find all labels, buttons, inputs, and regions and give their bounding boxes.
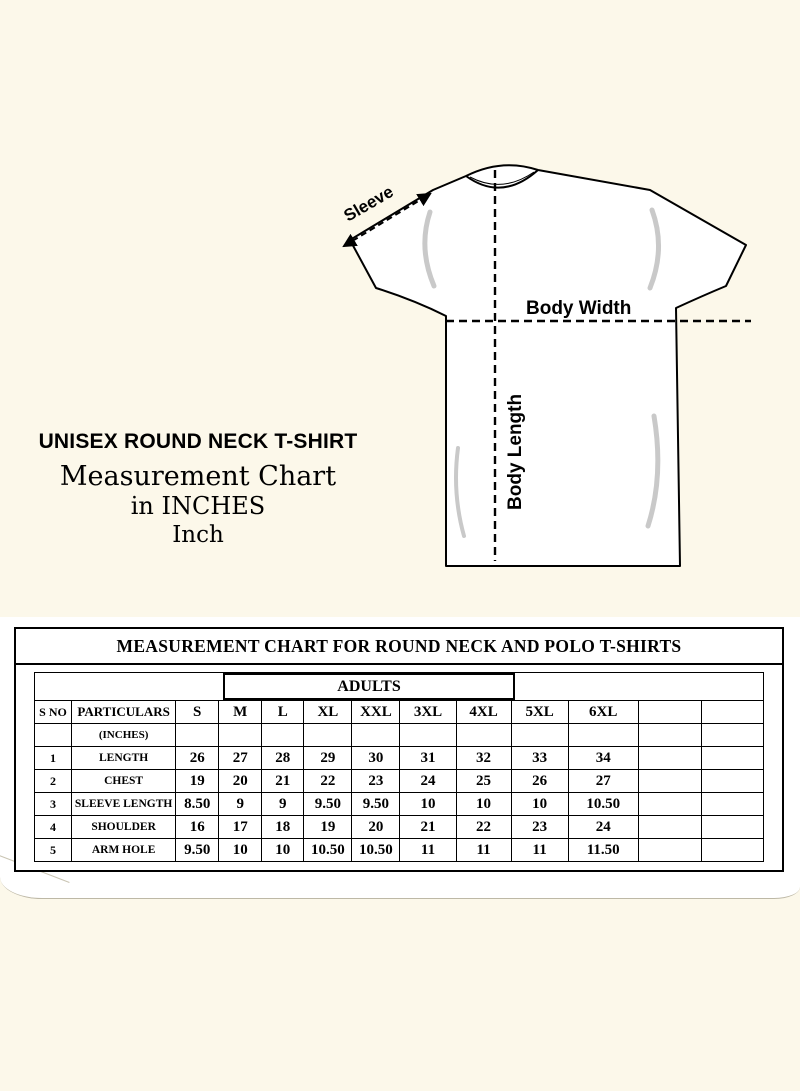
value-cell: 18 (262, 816, 304, 839)
value-cell: 21 (400, 816, 456, 839)
col-header-size: 5XL (511, 701, 568, 724)
table-row (35, 770, 764, 793)
value-cell: 10.50 (304, 839, 352, 862)
value-cell: 23 (511, 816, 568, 839)
row-number-cell: 3 (35, 793, 72, 816)
measurement-chart-label: Measurement Chart (59, 461, 337, 492)
body-length-label: Body Length (505, 393, 526, 510)
adults-row (35, 673, 764, 701)
empty-cell (456, 724, 511, 747)
empty-cell (400, 724, 456, 747)
value-cell: 10 (511, 793, 568, 816)
value-cell: 11.50 (568, 839, 638, 862)
empty-cell (638, 839, 701, 862)
value-cell: 22 (304, 770, 352, 793)
tshirt-outline (350, 165, 746, 566)
value-cell: 10.50 (352, 839, 400, 862)
value-cell: 10.50 (568, 793, 638, 816)
value-cell: 9.50 (304, 793, 352, 816)
value-cell: 28 (262, 747, 304, 770)
empty-cell (219, 724, 262, 747)
value-cell: 16 (176, 816, 219, 839)
tshirt-diagram (318, 148, 783, 593)
value-cell: 20 (352, 816, 400, 839)
product-title: UNISEX ROUND NECK T-SHIRT (38, 430, 358, 453)
product-heading (22, 430, 374, 547)
value-cell: 26 (511, 770, 568, 793)
row-number-cell: 1 (35, 747, 72, 770)
value-cell: 11 (400, 839, 456, 862)
value-cell: 27 (568, 770, 638, 793)
value-cell: 9.50 (176, 839, 219, 862)
empty-cell (638, 724, 701, 747)
empty-cell (638, 793, 701, 816)
value-cell: 32 (456, 747, 511, 770)
value-cell: 24 (400, 770, 456, 793)
row-number-cell: 4 (35, 816, 72, 839)
particular-cell: SHOULDER (72, 816, 176, 839)
row-number-cell: 5 (35, 839, 72, 862)
empty-cell (701, 793, 763, 816)
empty-cell (568, 724, 638, 747)
value-cell: 26 (176, 747, 219, 770)
value-cell: 8.50 (176, 793, 219, 816)
adults-row-cell (35, 673, 764, 701)
unit-note-cell: (INCHES) (72, 724, 176, 747)
value-cell: 17 (219, 816, 262, 839)
empty-cell (304, 724, 352, 747)
value-cell: 10 (219, 839, 262, 862)
table-row (35, 839, 764, 862)
size-chart-title: MEASUREMENT CHART FOR ROUND NECK AND POLO T-SHIRTS (16, 629, 782, 665)
col-header-size: 4XL (456, 701, 511, 724)
value-cell: 9.50 (352, 793, 400, 816)
col-header-size: XXL (352, 701, 400, 724)
units-label: in INCHES (130, 492, 266, 521)
size-chart-table-wrap (16, 665, 782, 870)
value-cell: 11 (511, 839, 568, 862)
empty-cell (638, 816, 701, 839)
empty-cell (701, 839, 763, 862)
value-cell: 33 (511, 747, 568, 770)
value-cell: 23 (352, 770, 400, 793)
empty-cell (701, 747, 763, 770)
value-cell: 10 (262, 839, 304, 862)
empty-cell (701, 770, 763, 793)
col-header-size: S (176, 701, 219, 724)
body-width-label: Body Width (526, 298, 632, 319)
col-header-sno: S NO (35, 701, 72, 724)
col-header-size: L (262, 701, 304, 724)
adults-header: ADULTS (223, 673, 515, 700)
measurement-table (34, 672, 764, 862)
value-cell: 9 (262, 793, 304, 816)
table-row (35, 793, 764, 816)
empty-cell (176, 724, 219, 747)
value-cell: 34 (568, 747, 638, 770)
empty-cell (638, 770, 701, 793)
value-cell: 24 (568, 816, 638, 839)
particular-cell: ARM HOLE (72, 839, 176, 862)
particular-cell: CHEST (72, 770, 176, 793)
col-header-size: 3XL (400, 701, 456, 724)
empty-col-header (638, 701, 701, 724)
col-header-particulars: PARTICULARS (72, 701, 176, 724)
value-cell: 19 (176, 770, 219, 793)
value-cell: 10 (400, 793, 456, 816)
empty-col-header (701, 701, 763, 724)
value-cell: 11 (456, 839, 511, 862)
col-header-size: 6XL (568, 701, 638, 724)
table-row (35, 816, 764, 839)
value-cell: 22 (456, 816, 511, 839)
value-cell: 29 (304, 747, 352, 770)
value-cell: 30 (352, 747, 400, 770)
value-cell: 21 (262, 770, 304, 793)
size-chart-box (14, 627, 784, 872)
col-header-size: XL (304, 701, 352, 724)
empty-cell (35, 724, 72, 747)
empty-cell (638, 747, 701, 770)
empty-cell (701, 724, 763, 747)
particular-cell: LENGTH (72, 747, 176, 770)
value-cell: 25 (456, 770, 511, 793)
value-cell: 9 (219, 793, 262, 816)
unit-row (35, 724, 764, 747)
empty-cell (701, 816, 763, 839)
sleeve-label: Sleeve (340, 182, 397, 226)
header-row (35, 701, 764, 724)
col-header-size: M (219, 701, 262, 724)
value-cell: 10 (456, 793, 511, 816)
empty-cell (511, 724, 568, 747)
table-row (35, 747, 764, 770)
empty-cell (262, 724, 304, 747)
value-cell: 31 (400, 747, 456, 770)
value-cell: 20 (219, 770, 262, 793)
row-number-cell: 2 (35, 770, 72, 793)
particular-cell: SLEEVE LENGTH (72, 793, 176, 816)
empty-cell (352, 724, 400, 747)
value-cell: 19 (304, 816, 352, 839)
unit-word-label: Inch (172, 521, 224, 548)
value-cell: 27 (219, 747, 262, 770)
